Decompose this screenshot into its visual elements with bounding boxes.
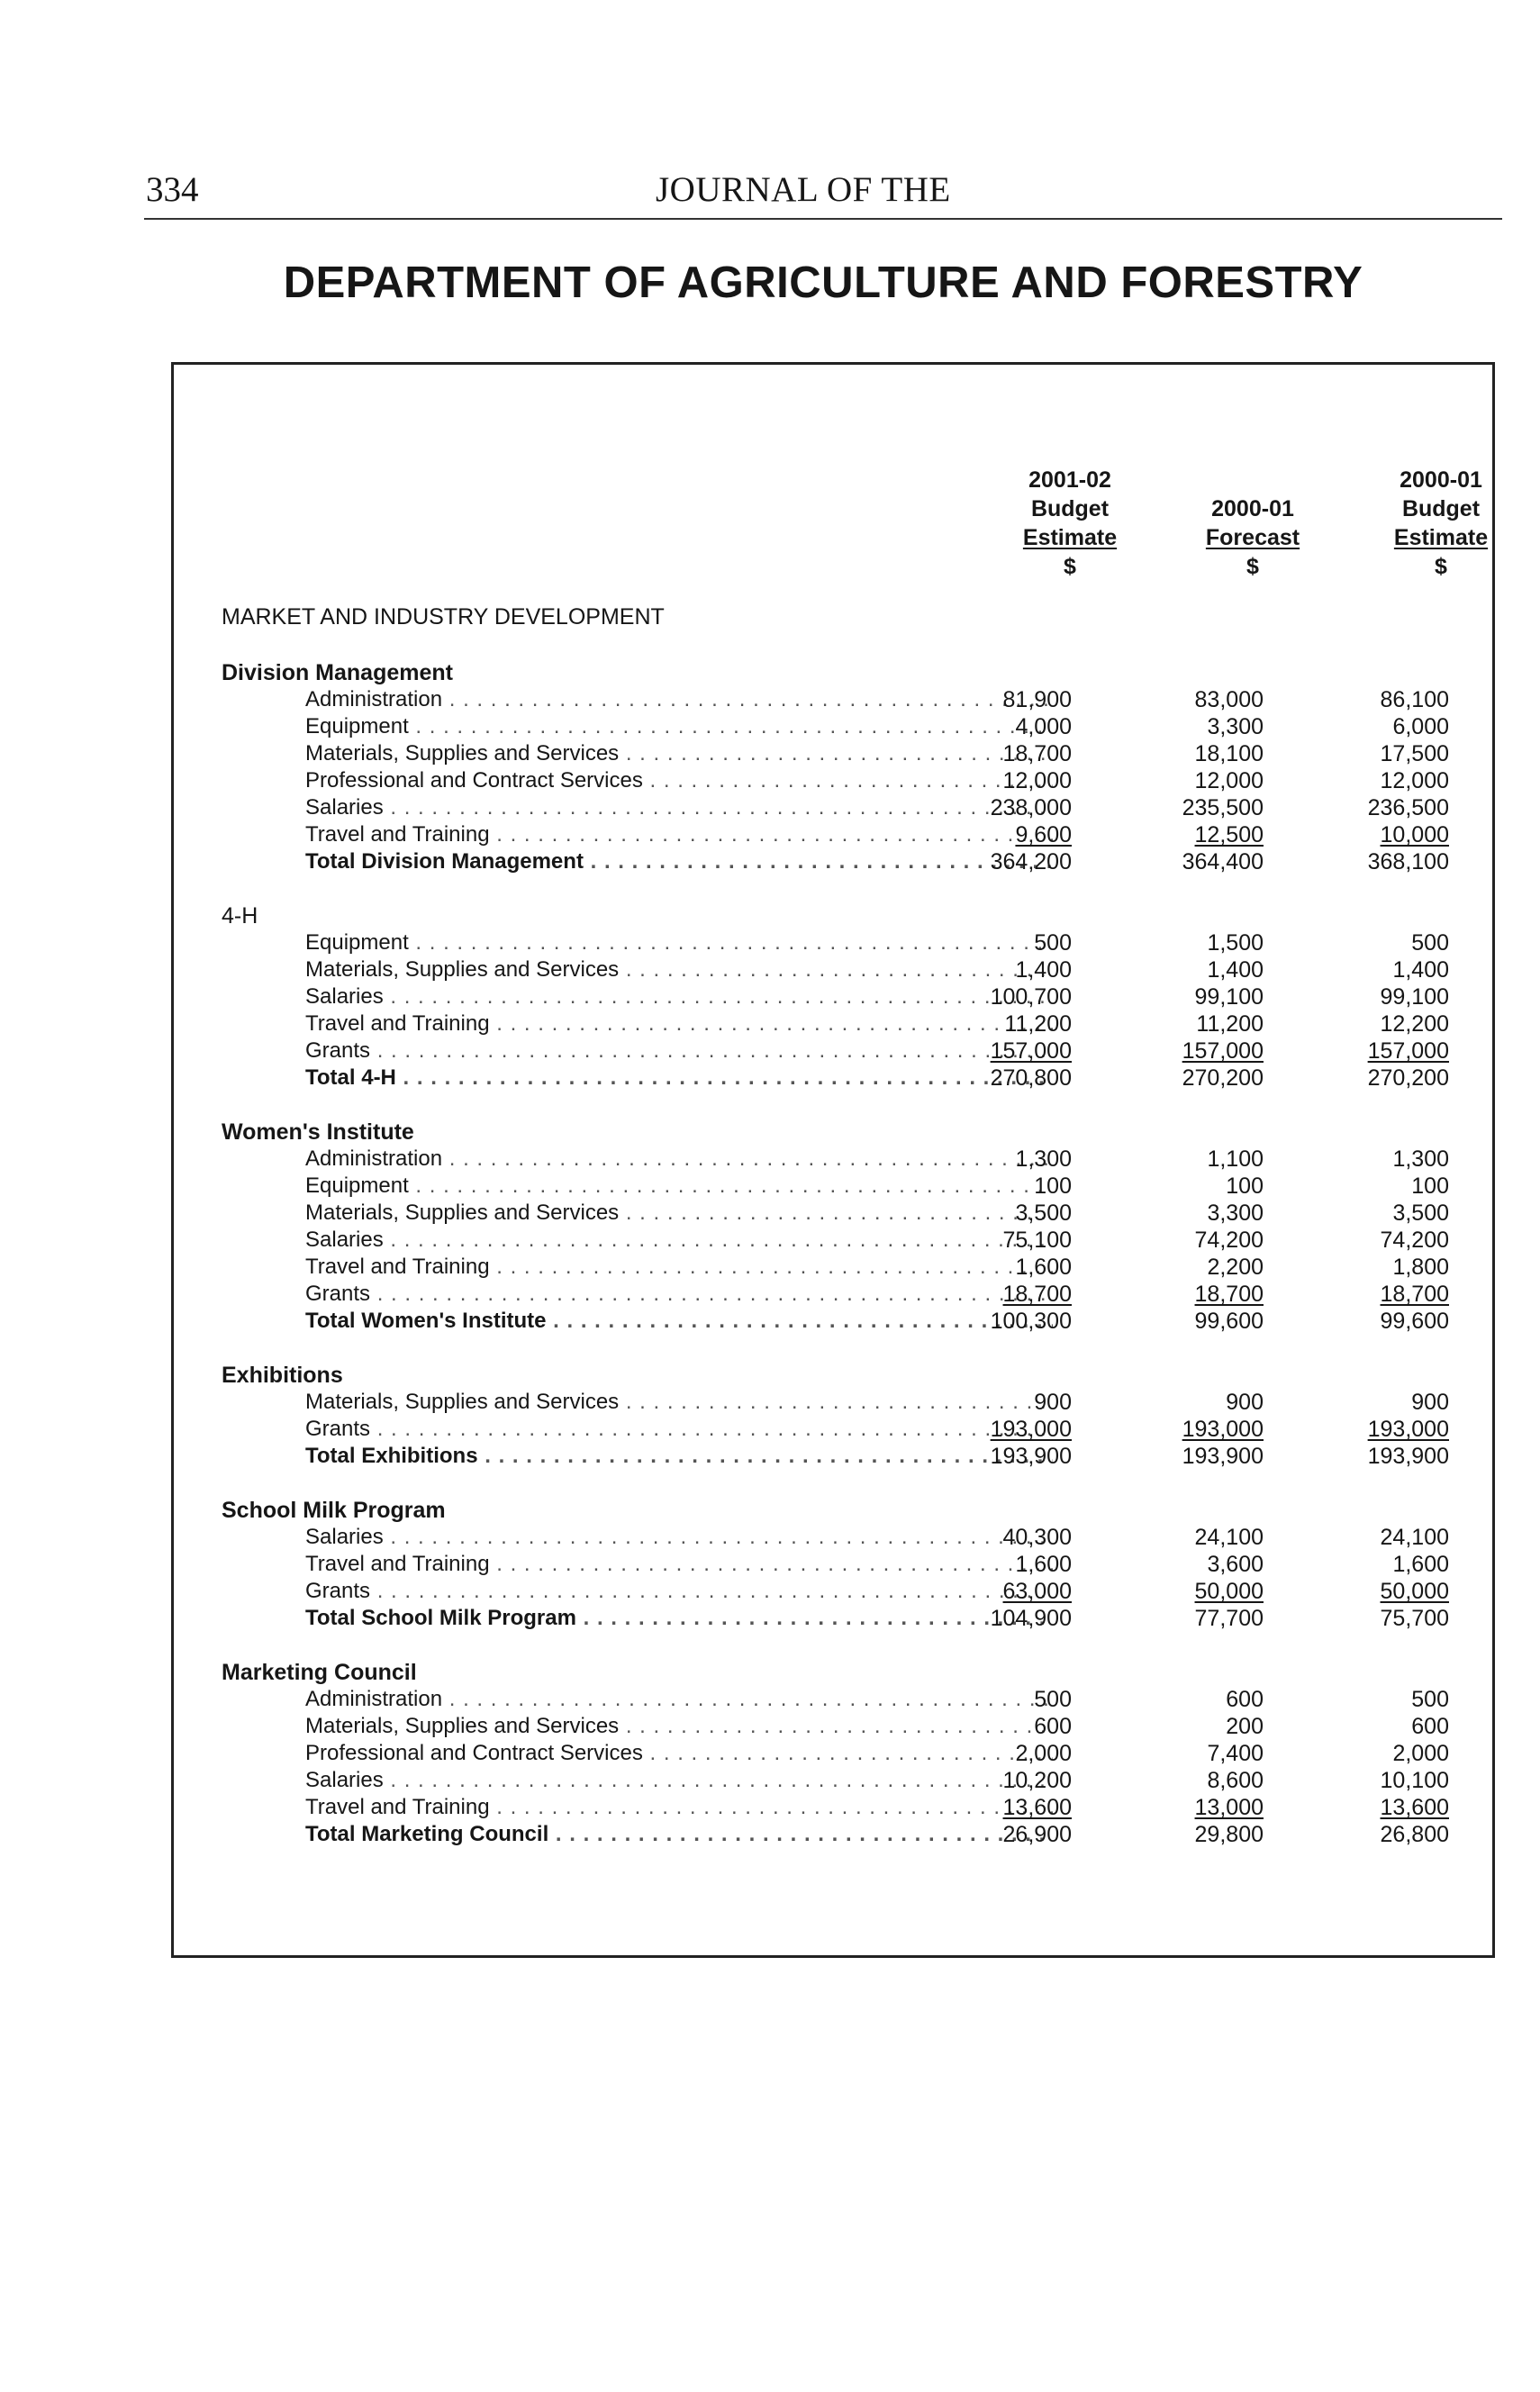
value-2000-01-budget: 270,200 [1367,1065,1449,1091]
value-2001-02-budget: 13,600 [1002,1795,1072,1820]
value-2000-01-budget: 900 [1411,1390,1449,1415]
value-2000-01-forecast: 3,600 [1207,1552,1264,1577]
row-label: Total 4-H . . . [305,1065,1053,1092]
row-label: Grants . . . [305,1578,1053,1605]
value-2000-01-forecast: 99,600 [1194,1309,1264,1334]
value-2000-01-forecast: 2,200 [1207,1255,1264,1280]
table-row [174,1686,1492,1713]
value-2001-02-budget: 11,200 [1004,1011,1072,1037]
value-2000-01-forecast: 200 [1226,1714,1264,1739]
value-2000-01-forecast: 12,500 [1194,822,1264,847]
row-label: Grants . . . [305,1281,1053,1308]
row-label: Equipment . . . [305,713,1053,740]
value-2001-02-budget: 1,600 [1015,1255,1072,1280]
value-2000-01-budget: 3,500 [1392,1201,1449,1226]
table-row [174,794,1492,821]
column-header-2000-01-forecast [1163,466,1343,581]
value-2000-01-budget: 18,700 [1380,1282,1449,1307]
section-title: Marketing Council [222,1660,417,1685]
table-row [174,1146,1492,1173]
value-2001-02-budget: 100,300 [990,1309,1072,1334]
row-label: Administration . . . [305,1146,1053,1173]
column-header-line: Estimate [1393,525,1489,550]
value-2000-01-forecast: 24,100 [1194,1525,1264,1550]
value-2001-02-budget: 104,900 [990,1606,1072,1631]
row-label: Grants . . . [305,1416,1053,1443]
value-2000-01-forecast: 193,000 [1182,1417,1264,1442]
value-2000-01-forecast: 50,000 [1194,1579,1264,1604]
value-2000-01-budget: 157,000 [1367,1038,1449,1064]
value-2000-01-budget: 12,000 [1380,768,1449,793]
row-label: Materials, Supplies and Services . . . [305,956,1053,983]
value-2001-02-budget: 193,000 [990,1417,1072,1442]
value-2001-02-budget: 10,200 [1002,1768,1072,1793]
value-2000-01-budget: 6,000 [1392,714,1449,739]
value-2001-02-budget: 2,000 [1015,1741,1072,1766]
row-label: Salaries . . . [305,794,1053,821]
table-row [174,1200,1492,1227]
section-title: School Milk Program [222,1498,446,1523]
column-header-line: 2001-02 [1028,467,1111,493]
value-2001-02-budget: 364,200 [990,849,1072,874]
column-header-currency: $ [1064,554,1076,579]
column-header-line [1163,466,1343,494]
row-label: Total School Milk Program . . . [305,1605,1053,1632]
value-2000-01-forecast: 77,700 [1194,1606,1264,1631]
value-2000-01-forecast: 83,000 [1194,687,1264,712]
value-2000-01-budget: 10,100 [1380,1768,1449,1793]
budget-table-frame [171,362,1495,1958]
value-2001-02-budget: 4,000 [1015,714,1072,739]
value-2000-01-budget: 99,600 [1380,1309,1449,1334]
value-2000-01-budget: 24,100 [1380,1525,1449,1550]
value-2000-01-budget: 500 [1411,930,1449,956]
value-2000-01-forecast: 3,300 [1207,714,1264,739]
value-2000-01-budget: 100 [1411,1173,1449,1199]
column-header-line: Forecast [1205,525,1300,550]
value-2000-01-forecast: 100 [1226,1173,1264,1199]
value-2000-01-budget: 368,100 [1367,849,1449,874]
value-2000-01-budget: 10,000 [1380,822,1449,847]
row-label: Administration . . . [305,1686,1053,1713]
value-2001-02-budget: 193,900 [990,1444,1072,1469]
value-2000-01-budget: 86,100 [1380,687,1449,712]
column-header-line: 2000-01 [1400,467,1482,493]
value-2000-01-budget: 2,000 [1392,1741,1449,1766]
table-row [174,1416,1492,1443]
value-2000-01-budget: 236,500 [1367,795,1449,820]
table-row [174,740,1492,767]
value-2000-01-forecast: 8,600 [1207,1768,1264,1793]
value-2000-01-forecast: 12,000 [1194,768,1264,793]
table-row [174,686,1492,713]
value-2000-01-forecast: 157,000 [1182,1038,1264,1064]
value-2001-02-budget: 900 [1034,1390,1072,1415]
table-total-row [174,848,1492,875]
value-2000-01-forecast: 7,400 [1207,1741,1264,1766]
column-header-currency: $ [1246,554,1259,579]
value-2001-02-budget: 63,000 [1002,1579,1072,1604]
value-2000-01-forecast: 600 [1226,1687,1264,1712]
value-2000-01-budget: 500 [1411,1687,1449,1712]
row-label: Materials, Supplies and Services . . . [305,1389,1053,1416]
column-header-line: Budget [1401,496,1481,521]
department-title: DEPARTMENT OF AGRICULTURE AND FORESTRY [283,258,1363,307]
row-label: Travel and Training . . . [305,1794,1053,1821]
value-2000-01-forecast: 193,900 [1182,1444,1264,1469]
table-total-row [174,1443,1492,1470]
row-label: Materials, Supplies and Services . . . [305,1200,1053,1227]
value-2000-01-budget: 74,200 [1380,1228,1449,1253]
row-label: Travel and Training . . . [305,1010,1053,1037]
value-2000-01-budget: 1,400 [1392,957,1449,983]
row-label: Salaries . . . [305,1524,1053,1551]
row-label: Total Women's Institute . . . [305,1308,1053,1335]
table-row [174,1713,1492,1740]
section-title: Women's Institute [222,1119,414,1145]
value-2001-02-budget: 1,600 [1015,1552,1072,1577]
value-2000-01-forecast: 99,100 [1194,984,1264,1010]
value-2000-01-forecast: 13,000 [1194,1795,1264,1820]
row-label: Travel and Training . . . [305,1254,1053,1281]
row-label: Travel and Training . . . [305,821,1053,848]
value-2000-01-forecast: 74,200 [1194,1228,1264,1253]
value-2001-02-budget: 157,000 [990,1038,1072,1064]
table-row [174,821,1492,848]
table-row [174,1254,1492,1281]
value-2000-01-budget: 99,100 [1380,984,1449,1010]
value-2001-02-budget: 75,100 [1002,1228,1072,1253]
table-total-row [174,1821,1492,1848]
table-row [174,1010,1492,1037]
value-2000-01-budget: 13,600 [1380,1795,1449,1820]
program-title: MARKET AND INDUSTRY DEVELOPMENT [222,604,665,630]
table-row [174,1551,1492,1578]
value-2001-02-budget: 238,000 [990,795,1072,820]
table-row [174,1389,1492,1416]
value-2000-01-budget: 17,500 [1380,741,1449,766]
table-row [174,983,1492,1010]
table-row [174,1227,1492,1254]
row-label: Grants . . . [305,1037,1053,1065]
table-row [174,1173,1492,1200]
row-label: Equipment . . . [305,929,1053,956]
value-2001-02-budget: 500 [1034,930,1072,956]
value-2000-01-forecast: 18,100 [1194,741,1264,766]
value-2000-01-forecast: 18,700 [1194,1282,1264,1307]
value-2001-02-budget: 9,600 [1015,822,1072,847]
value-2000-01-forecast: 1,100 [1207,1146,1264,1172]
table-row [174,713,1492,740]
value-2000-01-forecast: 1,400 [1207,957,1264,983]
value-2001-02-budget: 100 [1034,1173,1072,1199]
row-label: Salaries . . . [305,1227,1053,1254]
value-2000-01-budget: 26,800 [1380,1822,1449,1847]
value-2000-01-budget: 50,000 [1380,1579,1449,1604]
table-row [174,1524,1492,1551]
value-2001-02-budget: 81,900 [1002,687,1072,712]
table-row [174,1794,1492,1821]
value-2000-01-forecast: 11,200 [1196,1011,1264,1037]
row-label: Materials, Supplies and Services . . . [305,740,1053,767]
value-2001-02-budget: 18,700 [1002,1282,1072,1307]
value-2000-01-forecast: 364,400 [1182,849,1264,874]
row-label: Travel and Training . . . [305,1551,1053,1578]
value-2000-01-forecast: 235,500 [1182,795,1264,820]
table-row [174,1740,1492,1767]
row-label: Professional and Contract Services . . . [305,1740,1053,1767]
table-total-row [174,1605,1492,1632]
value-2001-02-budget: 40,300 [1002,1525,1072,1550]
section-title: Division Management [222,660,453,685]
value-2001-02-budget: 1,300 [1015,1146,1072,1172]
value-2000-01-budget: 75,700 [1380,1606,1449,1631]
table-row [174,929,1492,956]
value-2001-02-budget: 500 [1034,1687,1072,1712]
value-2000-01-forecast: 3,300 [1207,1201,1264,1226]
value-2001-02-budget: 270,800 [990,1065,1072,1091]
column-header-currency: $ [1435,554,1447,579]
value-2001-02-budget: 3,500 [1015,1201,1072,1226]
value-2000-01-forecast: 1,500 [1207,930,1264,956]
value-2000-01-budget: 1,600 [1392,1552,1449,1577]
row-label: Total Exhibitions . . . [305,1443,1053,1470]
section-title: 4-H [222,903,258,929]
value-2000-01-forecast: 900 [1226,1390,1264,1415]
value-2001-02-budget: 1,400 [1015,957,1072,983]
value-2001-02-budget: 12,000 [1002,768,1072,793]
value-2000-01-forecast: 29,800 [1194,1822,1264,1847]
value-2000-01-budget: 1,800 [1392,1255,1449,1280]
row-label: Administration . . . [305,686,1053,713]
value-2000-01-budget: 193,900 [1367,1444,1449,1469]
table-total-row [174,1308,1492,1335]
column-header-line: 2000-01 [1211,496,1294,521]
running-header [144,166,1502,220]
journal-title: JOURNAL OF THE [656,170,951,209]
table-row [174,1281,1492,1308]
column-header-2001-02-budget-estimate [980,466,1160,581]
value-2000-01-budget: 1,300 [1392,1146,1449,1172]
row-label: Total Marketing Council . . . [305,1821,1053,1848]
row-label: Salaries . . . [305,1767,1053,1794]
row-label: Equipment . . . [305,1173,1053,1200]
row-label: Professional and Contract Services . . . [305,767,1053,794]
value-2001-02-budget: 100,700 [990,984,1072,1010]
table-row [174,1767,1492,1794]
value-2000-01-forecast: 270,200 [1182,1065,1264,1091]
table-row [174,767,1492,794]
page-number: 334 [146,170,199,209]
column-header-2000-01-budget-estimate [1351,466,1531,581]
section-title: Exhibitions [222,1363,343,1388]
table-row [174,1037,1492,1065]
table-row [174,1578,1492,1605]
column-header-line: Estimate [1022,525,1118,550]
value-2000-01-budget: 600 [1411,1714,1449,1739]
value-2000-01-budget: 193,000 [1367,1417,1449,1442]
table-row [174,956,1492,983]
row-label: Salaries . . . [305,983,1053,1010]
value-2001-02-budget: 600 [1034,1714,1072,1739]
value-2001-02-budget: 18,700 [1002,741,1072,766]
row-label: Total Division Management . . . [305,848,1053,875]
column-header-line: Budget [1030,496,1110,521]
table-total-row [174,1065,1492,1092]
value-2000-01-budget: 12,200 [1380,1011,1449,1037]
value-2001-02-budget: 26,900 [1002,1822,1072,1847]
row-label: Materials, Supplies and Services . . . [305,1713,1053,1740]
